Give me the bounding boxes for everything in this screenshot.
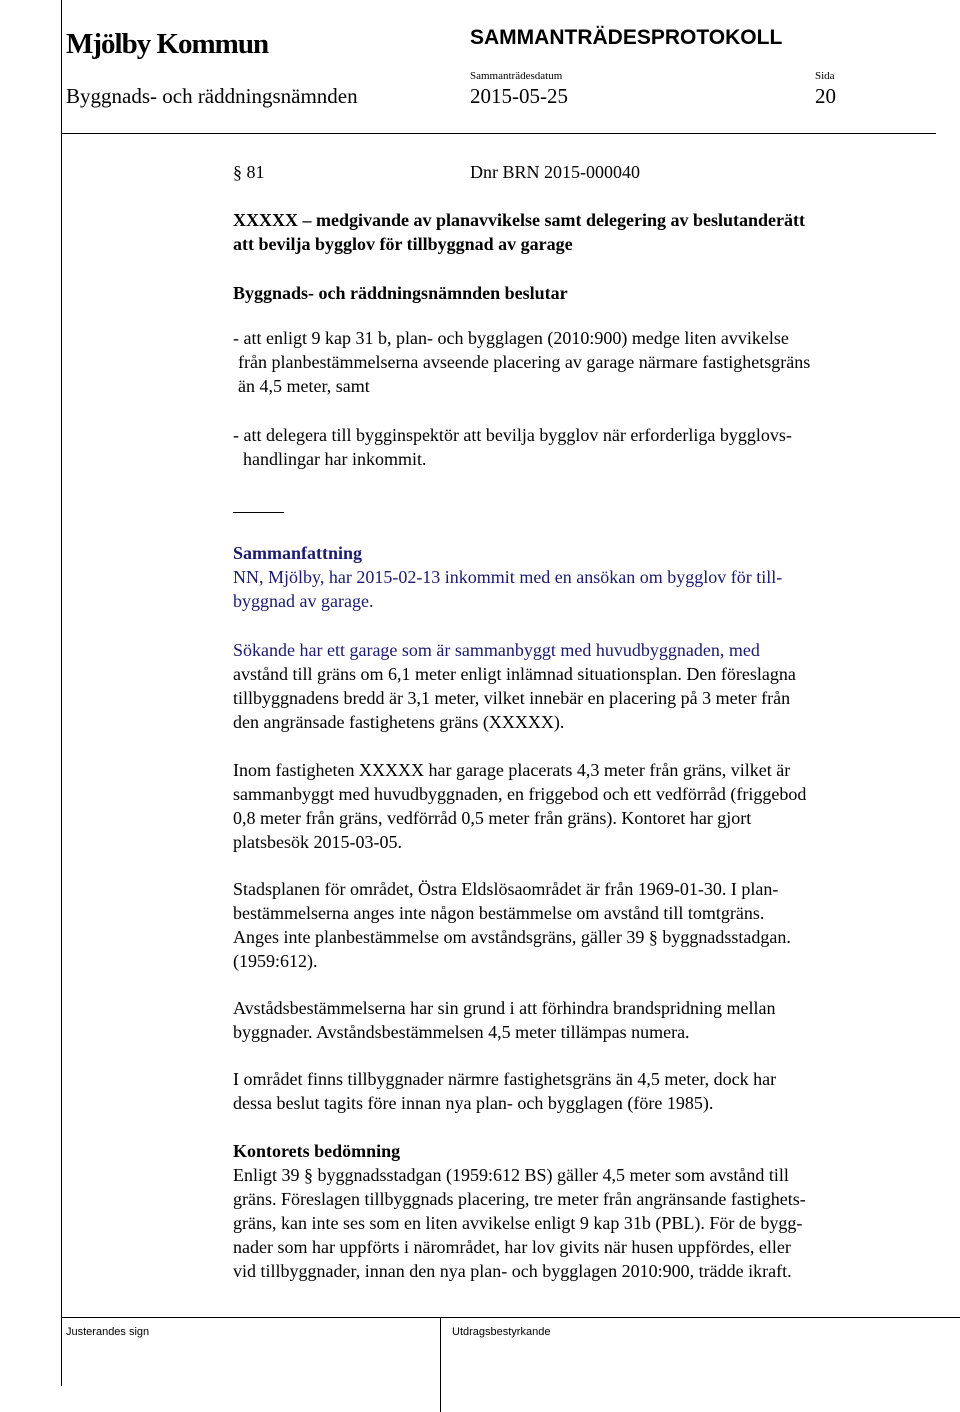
summary-p6-line-1: I området finns tillbyggnader närmre fastighetsgräns än 4,5 meter, dock har (233, 1069, 777, 1089)
decision-item-1-line-1: - att enligt 9 kap 31 b, plan- och bygglagen (2010:900) medge liten avvikelse (233, 328, 789, 348)
summary-p2-line-2: avstånd till gräns om 6,1 meter enligt inlämnad situationsplan. Den föreslagna (233, 664, 796, 684)
justerandes-sign-label: Justerandes sign (66, 1326, 150, 1338)
summary-p4-line-1: Stadsplanen för området, Östra Eldslösaområdet är från 1969-01-30. I plan- (233, 879, 779, 899)
assessment-line-1: Enligt 39 § byggnadsstadgan (1959:612 BS) gäller 4,5 meter som avstånd till (233, 1165, 789, 1185)
assessment-line-4: nader som har uppförts i närområdet, har lov givits när husen uppfördes, eller (233, 1237, 791, 1257)
case-title-line-1: XXXXX – medgivande av planavvikelse samt delegering av beslutanderätt (233, 210, 805, 230)
case-title-line-2: att bevilja bygglov för tillbyggnad av garage (233, 234, 573, 254)
meeting-date: 2015-05-25 (470, 84, 568, 108)
decision-heading: Byggnads- och räddningsnämnden beslutar (233, 283, 568, 303)
assessment-line-2: gräns. Föreslagen tillbyggnads placering, tre meter från angränsande fastighets- (233, 1189, 806, 1209)
page-label: Sida (815, 70, 835, 82)
summary-p1-line-1: NN, Mjölby, har 2015-02-13 inkommit med en ansökan om bygglov för till- (233, 567, 783, 587)
summary-p2-line-1: Sökande har ett garage som är sammanbyggt med huvudbyggnaden, med (233, 640, 760, 660)
summary-p2-line-4: den angränsade fastighetens gräns (XXXXX). (233, 712, 565, 732)
summary-p3-line-3: 0,8 meter från gräns, vedförråd 0,5 meter från gräns). Kontoret har gjort (233, 808, 752, 828)
document-type: SAMMANTRÄDESPROTOKOLL (470, 26, 783, 49)
summary-p3-line-2: sammanbyggt med huvudbyggnaden, en friggebod och ett vedförråd (friggebod (233, 784, 807, 804)
assessment-line-3: gräns, kan inte ses som en liten avvikelse enligt 9 kap 31b (PBL). För de bygg- (233, 1213, 803, 1233)
summary-p2-line-3: tillbyggnadens bredd är 3,1 meter, vilket innebär en placering på 3 meter från (233, 688, 791, 708)
left-margin-rule (61, 0, 62, 1386)
date-label: Sammanträdesdatum (470, 70, 563, 82)
board-name: Byggnads- och räddningsnämnden (66, 84, 358, 108)
summary-heading: Sammanfattning (233, 543, 363, 563)
section-number: § 81 (233, 162, 265, 182)
summary-p4-line-2: bestämmelserna anges inte någon bestämmelse om avstånd till tomtgräns. (233, 903, 765, 923)
footer-divider (61, 1317, 960, 1318)
summary-p5-line-1: Avstådsbestämmelserna har sin grund i att förhindra brandspridning mellan (233, 998, 776, 1018)
case-dnr: Dnr BRN 2015-000040 (470, 162, 640, 182)
page-number: 20 (815, 84, 836, 108)
summary-p4-line-4: (1959:612). (233, 951, 318, 971)
assessment-line-5: vid tillbyggnader, innan den nya plan- och bygglagen 2010:900, trädde ikraft. (233, 1261, 792, 1281)
summary-p5-line-2: byggnader. Avståndsbestämmelsen 4,5 meter tillämpas numera. (233, 1022, 690, 1042)
organization-name: Mjölby Kommun (66, 28, 269, 60)
footer-column-divider (440, 1317, 441, 1412)
summary-p1-line-2: byggnad av garage. (233, 591, 374, 611)
summary-p3-line-1: Inom fastigheten XXXXX har garage placerats 4,3 meter från gräns, vilket är (233, 760, 791, 780)
utdragsbestyrkande-label: Utdragsbestyrkande (452, 1326, 551, 1338)
summary-p6-line-2: dessa beslut tagits före innan nya plan- och bygglagen (före 1985). (233, 1093, 714, 1113)
section-separator (233, 512, 284, 513)
summary-p4-line-3: Anges inte planbestämmelse om avståndsgräns, gäller 39 § byggnadsstadgan. (233, 927, 791, 947)
decision-item-1-line-3: än 4,5 meter, samt (238, 376, 370, 396)
header-divider (61, 133, 936, 134)
summary-p3-line-4: platsbesök 2015-03-05. (233, 832, 402, 852)
decision-item-2-line-1: - att delegera till bygginspektör att bevilja bygglov när erforderliga bygglovs- (233, 425, 792, 445)
assessment-heading: Kontorets bedömning (233, 1141, 401, 1161)
decision-item-1-line-2: från planbestämmelserna avseende placering av garage närmare fastighetsgräns (238, 352, 811, 372)
decision-item-2-line-2: handlingar har inkommit. (243, 449, 427, 469)
